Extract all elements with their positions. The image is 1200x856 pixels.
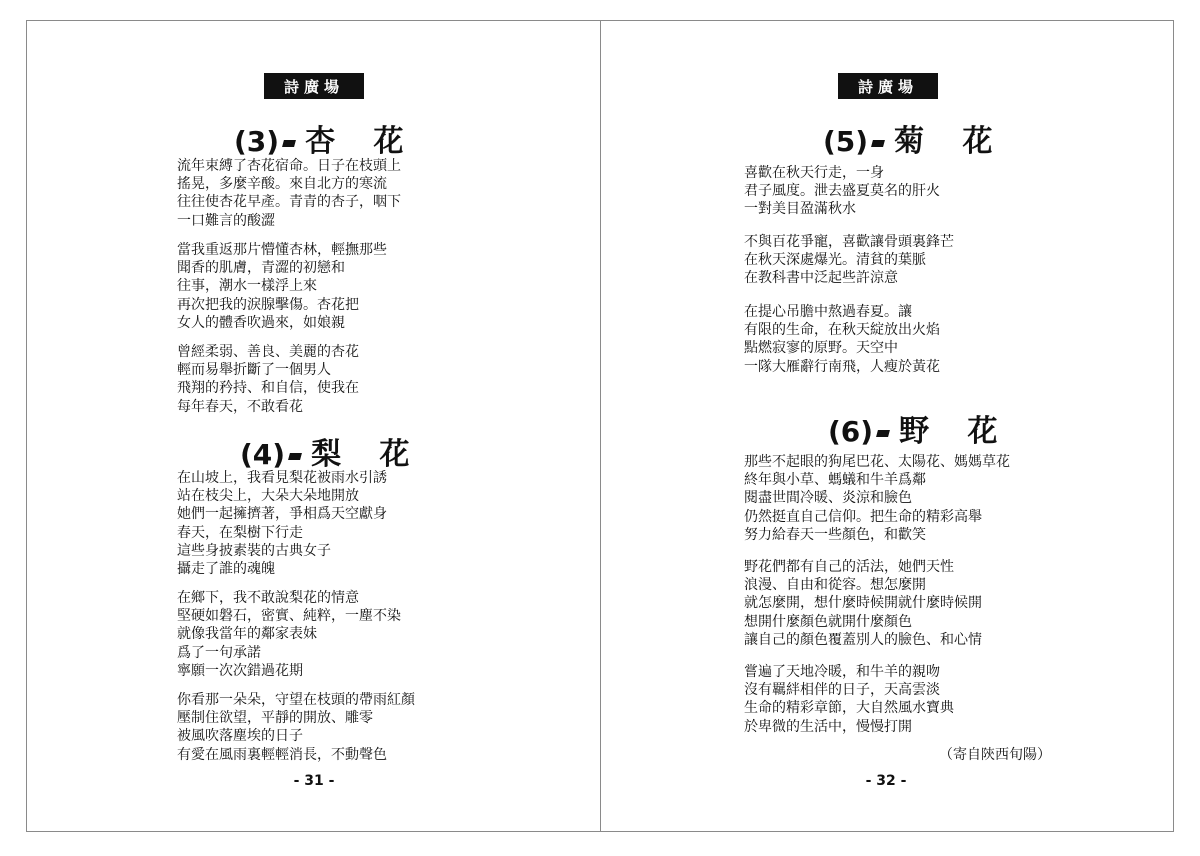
poem-line: 野花們都有自己的活法，她們天性 [744,559,954,575]
poem-line: 在秋天深處爆光。清貧的葉脈 [744,252,926,269]
poem-line: 有限的生命，在秋天綻放出火焰 [744,322,940,339]
poem-line: 被風吹落塵埃的日子 [177,728,303,745]
stanza [177,691,415,764]
poem-number: (4) [240,438,286,471]
poem-line: 當我重返那片懵懂杏林，輕撫那些 [177,242,387,258]
stanza [744,303,940,376]
poem-line: 點燃寂寥的原野。天空中 [744,340,898,357]
poem-line: 春天，在梨樹下行走 [177,524,303,541]
poem-number: (3) [234,125,280,158]
column-header: 詩廣場 [264,73,364,99]
stanza [177,157,401,230]
poem-line: 寧願一次次錯過花期 [177,662,303,679]
page-number: - 32 - [865,773,907,789]
poem-title-text: 梨 花 [311,437,424,472]
poem-line: 想開什麼顏色就開什麼顏色 [744,613,912,630]
poem-line: 女人的體香吹過來，如娘親 [177,314,345,331]
poem-line: 嘗遍了天地冷暖，和牛羊的親吻 [744,664,940,680]
poem-line: 流年束縛了杏花宿命。日子在枝頭上 [177,158,401,174]
poem-number: (5) [823,125,869,158]
poem-line: 不與百花爭寵，喜歡讓骨頭裏鋒芒 [744,234,954,250]
column-header: 詩廣場 [838,73,938,99]
poem-title-text: 杏 花 [305,124,418,159]
stanza [177,469,387,578]
poem-line: 每年春天，不敢看花 [177,398,303,415]
poem-line: 堅硬如磐石，密實、純粹，一塵不染 [177,608,401,625]
title-dash [282,140,296,147]
poem-credit: （寄自陝西旬陽） [939,747,1051,763]
stanza [744,453,1010,544]
poem-line: 浪漫、自由和從容。想怎麼開 [744,577,926,594]
poem-line: 她們一起擁擠著，爭相爲天空獻身 [177,506,387,523]
poem-title-4 [240,429,424,473]
title-dash [876,430,890,437]
poem-line: 努力給春天一些顏色，和歡笑 [744,526,926,543]
poem-line: 在山坡上，我看見梨花被雨水引誘 [177,470,387,486]
poem-line: 讓自己的顏色覆蓋別人的臉色、和心情 [744,631,982,648]
page-number: - 31 - [293,773,335,789]
poem-line: 爲了一句承諾 [177,644,261,661]
title-dash [871,140,885,147]
poem-line: 你看那一朵朵，守望在枝頭的帶雨紅顏 [177,692,415,708]
stanza [177,241,387,332]
poem-line: 就怎麼開，想什麼時候開就什麼時候開 [744,595,982,612]
poem-line: 那些不起眼的狗尾巴花、太陽花、媽媽草花 [744,454,1010,470]
poem-line: 往事，潮水一樣浮上來 [177,278,317,295]
poem-line: 喜歡在秋天行走，一身 [744,165,884,181]
poem-title-text: 菊 花 [894,124,1007,159]
poem-line: 曾經柔弱、善良、美麗的杏花 [177,344,359,360]
poem-line: 生命的精彩章節，大自然風水寶典 [744,700,954,717]
poem-line: 輕而易舉折斷了一個男人 [177,362,331,379]
poem-title-5 [823,116,1007,160]
poem-title-3 [234,116,418,160]
poem-line: 這些身披素裝的古典女子 [177,542,331,559]
poem-title-text: 野 花 [899,414,1012,449]
poem-line: 一對美目盈滿秋水 [744,201,856,218]
poem-line: 再次把我的淚腺擊傷。杏花把 [177,296,359,313]
poem-line: 在鄉下，我不敢說梨花的情意 [177,590,359,606]
poem-line: 閱盡世間冷暖、炎涼和臉色 [744,490,912,507]
poem-line: 君子風度。泄去盛夏莫名的肝火 [744,183,940,200]
poem-line: 站在枝尖上，大朵大朵地開放 [177,488,359,505]
stanza [177,589,401,680]
left-page [26,20,600,832]
poem-line: 一口難言的酸澀 [177,212,275,229]
poem-line: 仍然挺直自己信仰。把生命的精彩高舉 [744,508,982,525]
poem-line: 在提心吊膽中熬過春夏。讓 [744,304,912,320]
poem-line: 沒有羈絆相伴的日子，天高雲淡 [744,682,940,699]
poem-line: 於卑微的生活中，慢慢打開 [744,718,912,735]
poem-line: 終年與小草、螞蟻和牛羊爲鄰 [744,472,926,489]
stanza [744,663,954,736]
poem-line: 就像我當年的鄰家表妹 [177,626,317,643]
poem-line: 壓制住欲望，平靜的開放、雕零 [177,710,373,727]
poem-line: 搖晃，多麼辛酸。來自北方的寒流 [177,176,387,193]
poem-line: 一隊大雁辭行南飛，人瘦於黃花 [744,358,940,375]
stanza [744,164,940,219]
poem-line: 往往使杏花早產。青青的杏子，咽下 [177,194,401,211]
title-dash [288,453,302,460]
poem-line: 在教科書中泛起些許涼意 [744,270,898,287]
poem-line: 有愛在風雨裏輕輕消長，不動聲色 [177,746,387,763]
poem-title-6 [828,406,1012,450]
stanza [744,233,954,288]
right-page [600,20,1174,832]
poem-line: 聞香的肌膚，青澀的初戀和 [177,260,345,277]
poem-line: 攝走了誰的魂魄 [177,560,275,577]
poem-line: 飛翔的矜持、和自信，使我在 [177,380,359,397]
poem-number: (6) [828,415,874,448]
stanza [744,558,982,649]
stanza [177,343,359,416]
